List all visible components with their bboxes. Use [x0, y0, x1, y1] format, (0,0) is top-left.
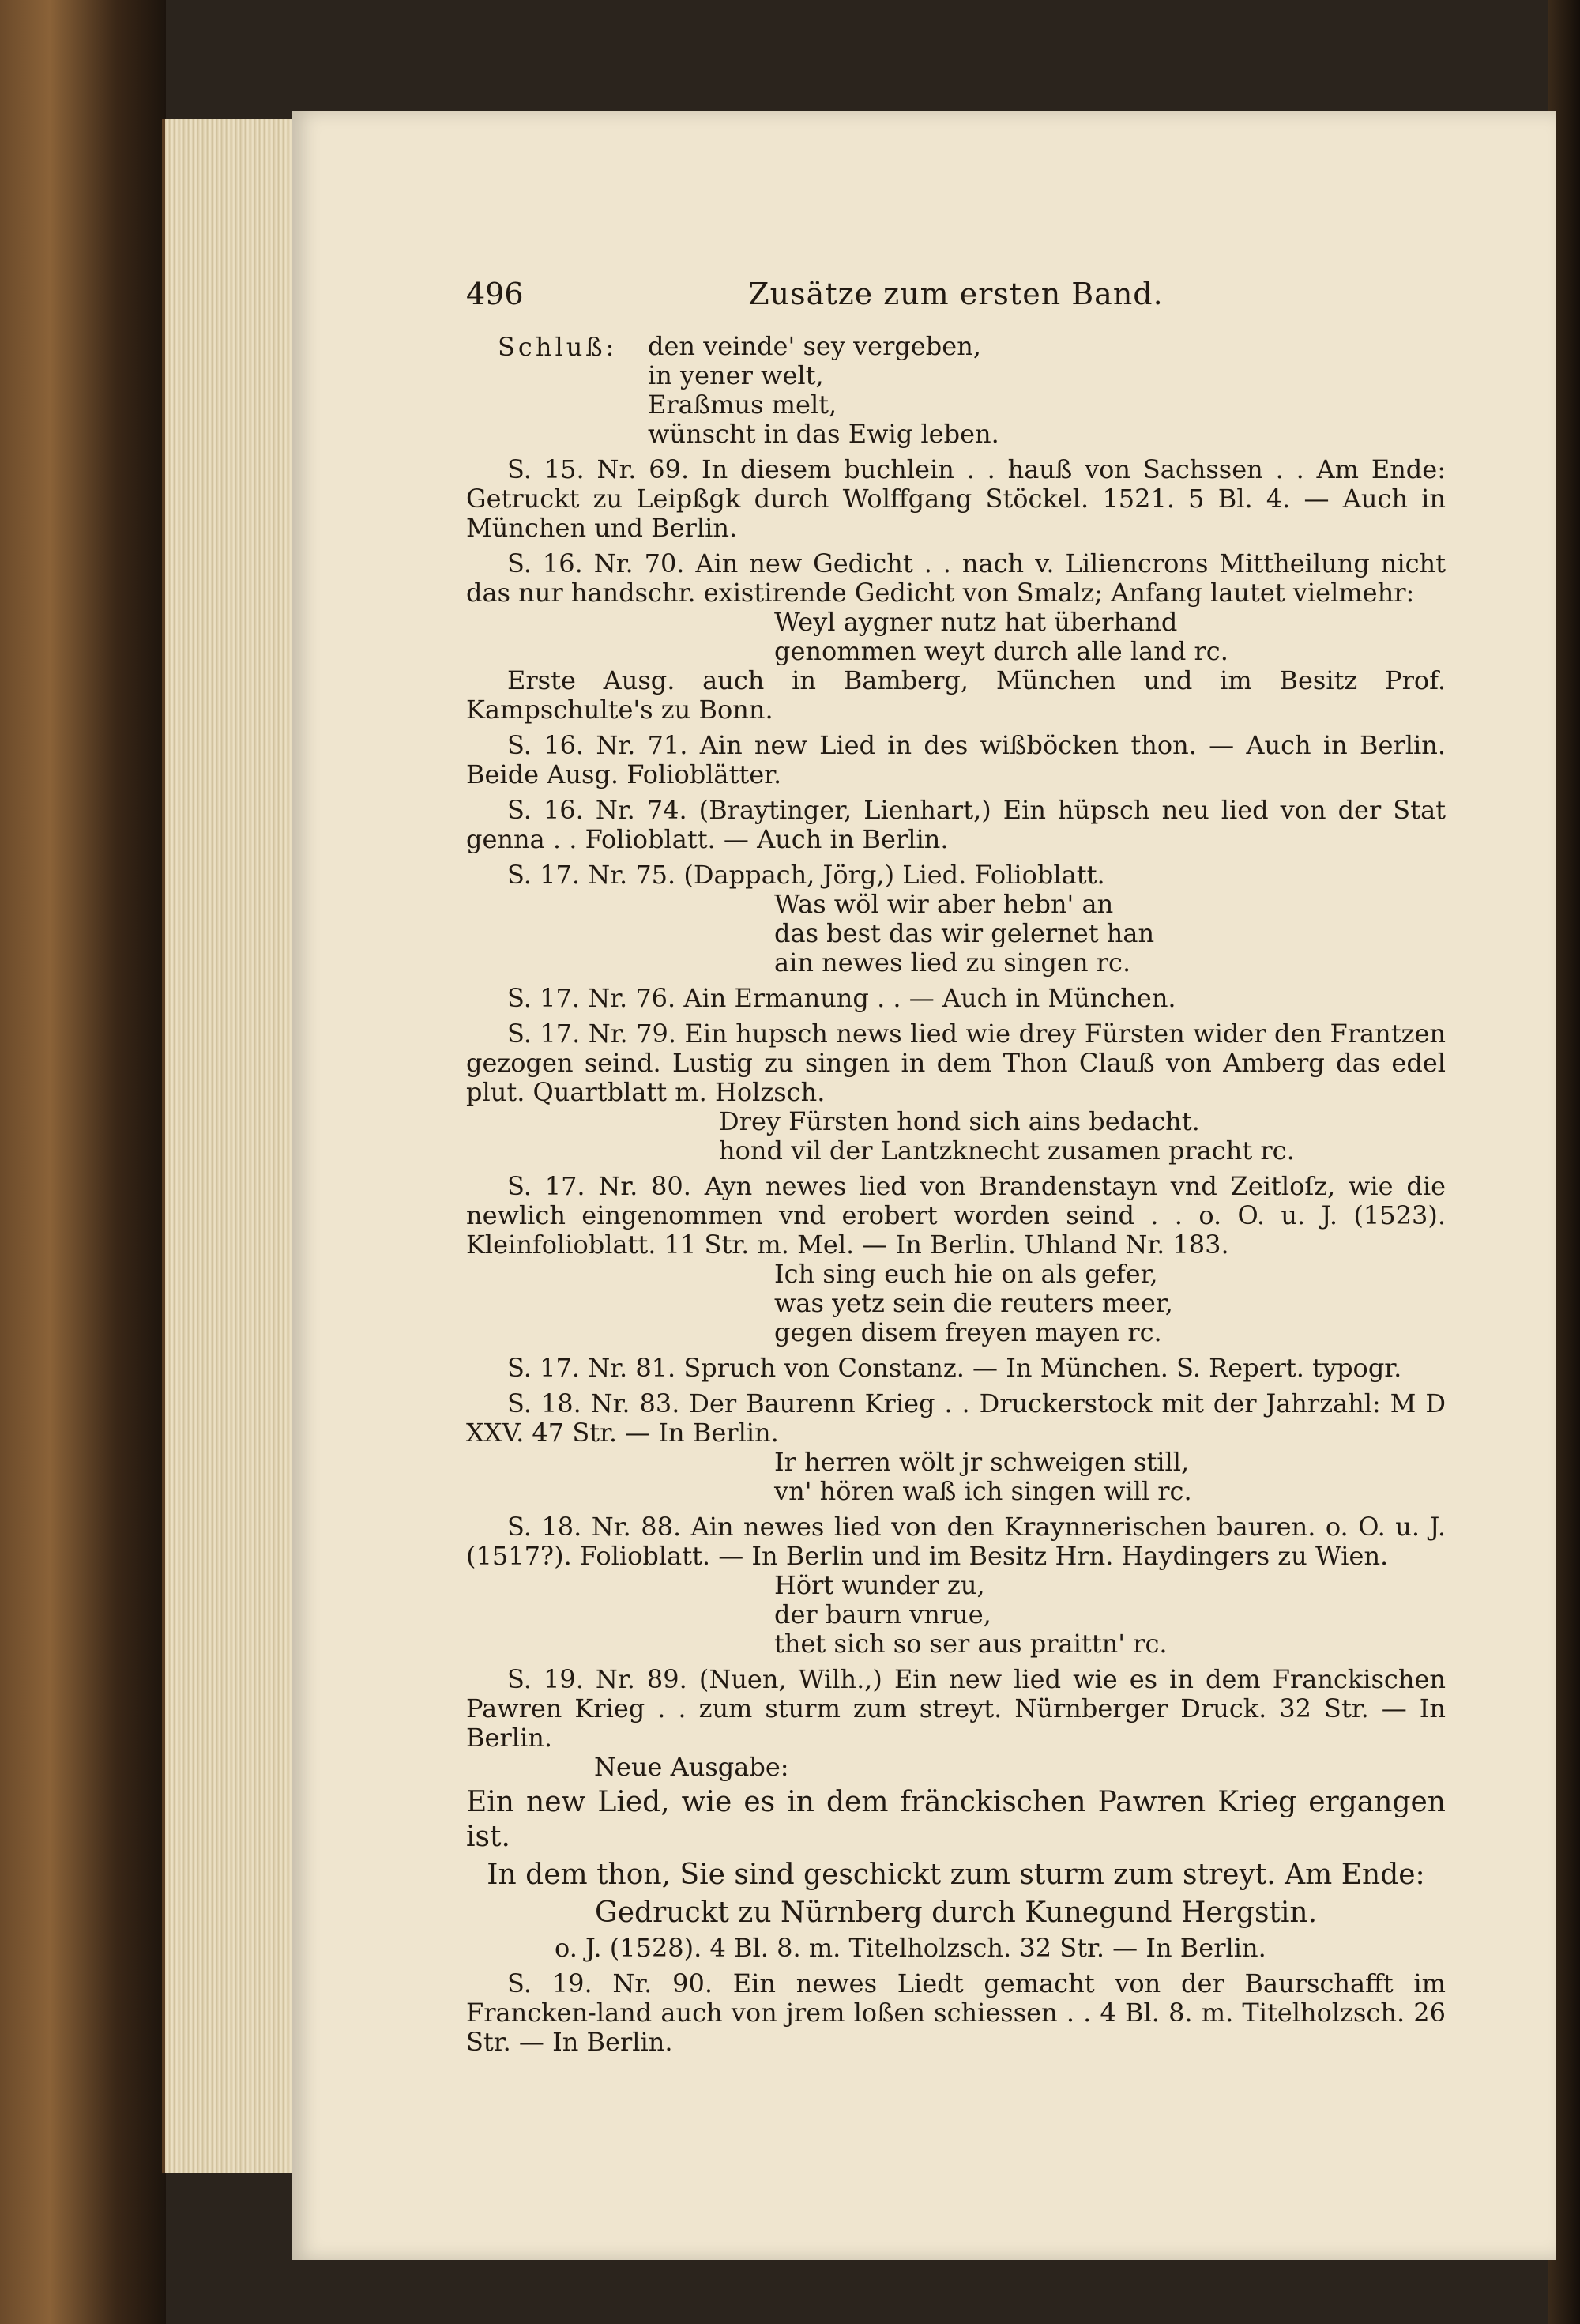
entry-89-note: o. J. (1528). 4 Bl. 8. m. Titelholzsch. 32 Str. — In Berlin. — [555, 1933, 1266, 1963]
entry-70: S. 16. Nr. 70. Ain new Gedicht . . nach v. Liliencrons Mittheilung nicht das nur handschr. existirende Gedicht von Smalz; Anfang lautet vielmehr: — [466, 548, 1446, 608]
verse-line: Was wöl wir aber hebn' an — [774, 889, 1114, 919]
entry-76: S. 17. Nr. 76. Ain Ermanung . . — Auch in München. — [507, 983, 1176, 1013]
verse-line: vn' hören waß ich singen will rc. — [774, 1476, 1192, 1506]
running-header — [466, 269, 1446, 332]
verse-80 — [466, 1260, 1446, 1347]
entry-71: S. 16. Nr. 71. Ain new Lied in des wißböcken thon. — Auch in Berlin. Beide Ausg. Folioblätter. — [466, 730, 1446, 789]
verse-79 — [466, 1107, 1446, 1166]
verse-70 — [466, 608, 1446, 666]
entry-80: S. 17. Nr. 80. Ayn newes lied von Brandenstayn vnd Zeitloſz, wie die newlich eingenommen vnd erobert worden seind . . o. O. u. J. (1523). Kleinfolioblatt. 11 Str. m. Mel. — In Berlin. Uhland Nr. 183. — [466, 1171, 1446, 1260]
verse-line: Ich sing euch hie on als gefer, — [774, 1259, 1158, 1289]
verse-line: Drey Fürsten hond sich ains bedacht. — [719, 1106, 1200, 1136]
verse-line: Hört wunder zu, — [774, 1570, 985, 1600]
verse-line: in yener welt, — [648, 360, 824, 390]
entry-83: S. 18. Nr. 83. Der Baurenn Krieg . . Druckerstock mit der Jahrzahl: M D XXV. 47 Str. — In Berlin. — [466, 1388, 1446, 1448]
verse-line: der baurn vnrue, — [774, 1599, 991, 1629]
verse-83 — [466, 1448, 1446, 1506]
schluss-lines — [648, 332, 999, 449]
schluss-label: Schluß: — [498, 332, 618, 362]
book-spine-edge — [0, 0, 166, 2324]
title-line-3: Gedruckt zu Nürnberg durch Kunegund Hergstin. — [594, 1896, 1318, 1929]
page-content — [466, 269, 1446, 2057]
verse-line: wünscht in das Ewig leben. — [648, 419, 999, 449]
verse-line: was yetz sein die reuters meer, — [774, 1288, 1173, 1318]
entry-88: S. 18. Nr. 88. Ain newes lied von den Kraynnerischen bauren. o. O. u. J. (1517?). Folioblatt. — In Berlin und im Besitz Hrn. Haydingers zu Wien. — [466, 1512, 1446, 1571]
entry-79: S. 17. Nr. 79. Ein hupsch news lied wie drey Fürsten wider den Frantzen gezogen seind. Lustig zu singen in dem Thon Clauß von Amberg das edel plut. Quartblatt m. Holzsch. — [466, 1019, 1446, 1107]
verse-line: genommen weyt durch alle land rc. — [774, 636, 1228, 666]
entry-89: S. 19. Nr. 89. (Nuen, Wilh.,) Ein new lied wie es in dem Franckischen Pawren Krieg . . zum sturm zum streyt. Nürnberger Druck. 32 Str. — In Berlin. — [466, 1664, 1446, 1753]
title-line-1: Ein new Lied, wie es in dem fränckischen Pawren Krieg ergangen ist. — [466, 1786, 1446, 1853]
entry-70-note: Erste Ausg. auch in Bamberg, München und im Besitz Prof. Kampschulte's zu Bonn. — [466, 665, 1446, 725]
verse-75 — [466, 890, 1446, 977]
entry-81: S. 17. Nr. 81. Spruch von Constanz. — In München. S. Repert. typogr. — [507, 1353, 1402, 1383]
page-number: 496 — [466, 277, 524, 311]
page-stack-edges — [162, 119, 303, 2173]
verse-line: Eraßmus melt, — [648, 390, 837, 420]
verse-line: Ir herren wölt jr schweigen still, — [774, 1447, 1190, 1477]
neue-ausgabe-label: Neue Ausgabe: — [594, 1752, 789, 1782]
page-title: Zusätze zum ersten Band. — [748, 277, 1164, 311]
verse-line: thet sich so ser aus praittn' rc. — [774, 1629, 1168, 1659]
entry-90: S. 19. Nr. 90. Ein newes Liedt gemacht von der Baurschafft im Francken-land auch von jrem loßen schiessen . . 4 Bl. 8. m. Titelholzsch. 26 Str. — In Berlin. — [466, 1968, 1446, 2057]
verse-line: das best das wir gelernet han — [774, 918, 1155, 948]
entry-74: S. 16. Nr. 74. (Braytinger, Lienhart,) Ein hüpsch neu lied von der Stat genna . . Folioblatt. — Auch in Berlin. — [466, 795, 1446, 854]
schluss-block — [466, 332, 1446, 449]
verse-line: ain newes lied zu singen rc. — [774, 947, 1131, 977]
title-line-2: In dem thon, Sie sind geschickt zum sturm zum streyt. Am Ende: — [487, 1859, 1425, 1891]
verse-88 — [466, 1571, 1446, 1659]
verse-line: hond vil der Lantzknecht zusamen pracht rc. — [719, 1136, 1295, 1166]
verse-line: Weyl aygner nutz hat überhand — [774, 607, 1178, 637]
verse-line: den veinde' sey vergeben, — [648, 331, 981, 361]
entry-69: S. 15. Nr. 69. In diesem buchlein . . hauß von Sachssen . . Am Ende: Getruckt zu Leipßgk durch Wolffgang Stöckel. 1521. 5 Bl. 4. — Auch in München und Berlin. — [466, 454, 1446, 543]
entry-75: S. 17. Nr. 75. (Dappach, Jörg,) Lied. Folioblatt. — [507, 860, 1105, 890]
verse-line: gegen disem freyen mayen rc. — [774, 1317, 1162, 1347]
book-page — [292, 111, 1556, 2260]
